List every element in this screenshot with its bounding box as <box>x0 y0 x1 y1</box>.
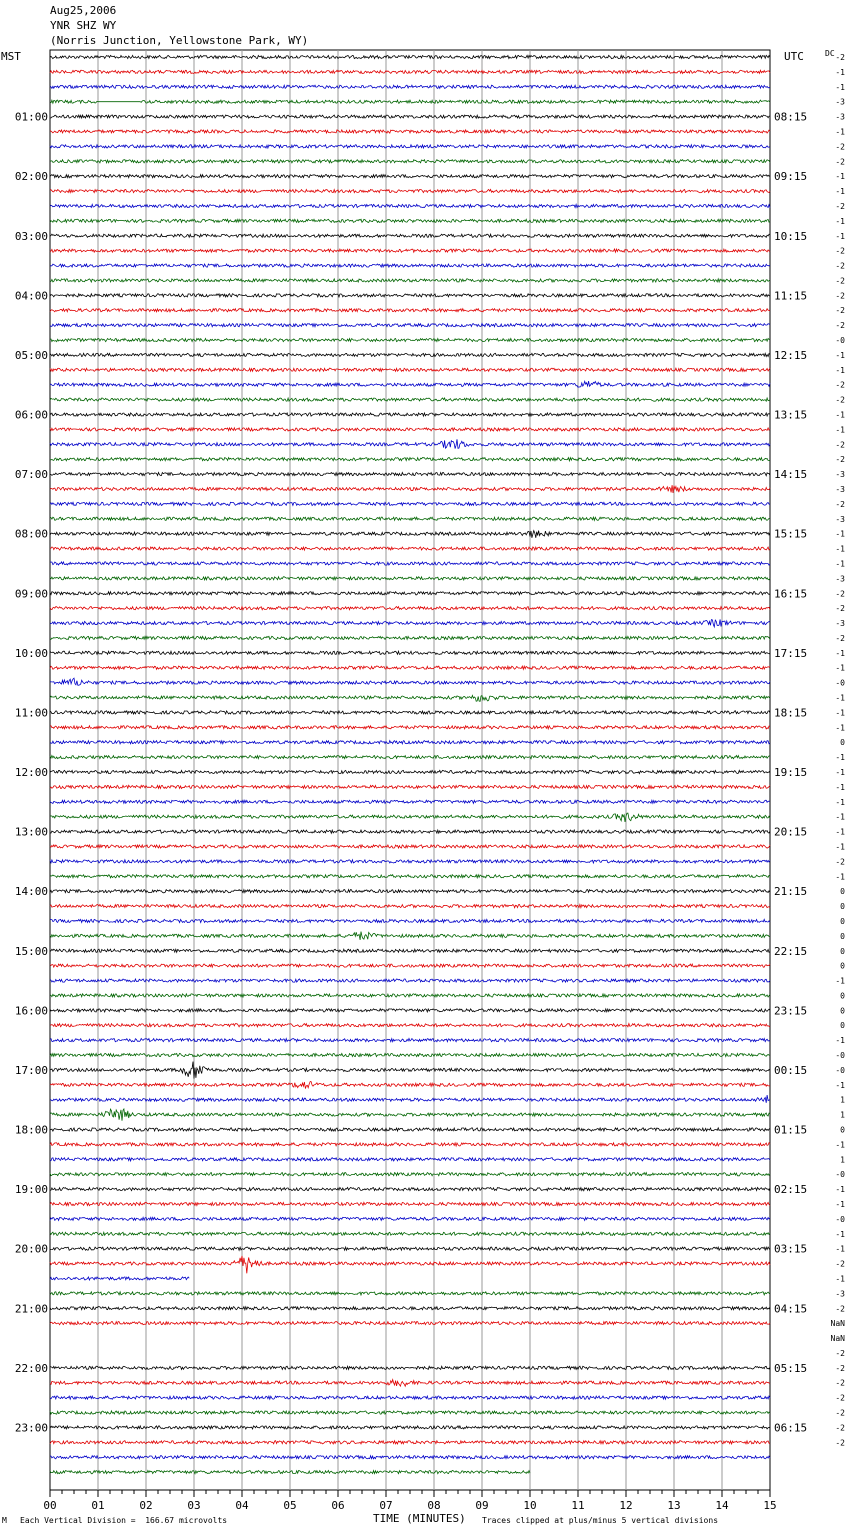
dc-offset-label: -2 <box>835 455 845 465</box>
trace-row <box>50 1322 770 1325</box>
trace-row <box>50 905 770 908</box>
trace-row <box>50 1292 770 1295</box>
left-hour-label: 09:00 <box>14 587 48 601</box>
trace-row <box>50 1188 770 1191</box>
scale-note: Each Vertical Division = 166.67 microvolts <box>20 1516 228 1525</box>
right-hour-label: 16:15 <box>774 587 808 601</box>
dc-offset-label: -1 <box>835 365 845 375</box>
dc-offset-label: NaN <box>830 1319 845 1329</box>
dc-offset-label: -3 <box>835 574 845 584</box>
dc-offset-label: -2 <box>835 395 845 405</box>
right-hour-label: 06:15 <box>774 1421 808 1435</box>
left-hour-label: 22:00 <box>14 1361 48 1375</box>
dc-offset-label: -3 <box>835 514 845 524</box>
trace-row <box>50 636 770 639</box>
right-hour-label: 08:15 <box>774 110 808 124</box>
right-hour-label: 00:15 <box>774 1063 808 1077</box>
x-tick-label: 01 <box>91 1499 105 1512</box>
trace-row <box>50 1411 770 1414</box>
chart-location: (Norris Junction, Yellowstone Park, WY) <box>50 34 309 47</box>
right-hour-label: 10:15 <box>774 229 808 243</box>
x-tick-label: 02 <box>139 1499 153 1512</box>
dc-offset-label: -0 <box>835 1065 845 1075</box>
right-hour-label: 01:15 <box>774 1123 808 1137</box>
dc-offset-label: -1 <box>835 231 845 241</box>
trace-row <box>50 175 770 178</box>
dc-offset-label: -1 <box>835 529 845 539</box>
dc-offset-label: -2 <box>835 53 845 62</box>
dc-offset-label: -3 <box>835 619 845 629</box>
chart-station: YNR SHZ WY <box>50 19 117 32</box>
dc-offset-label: -0 <box>835 336 845 346</box>
trace-row <box>50 1143 770 1146</box>
trace-row <box>50 860 770 863</box>
dc-offset-label: -2 <box>835 276 845 286</box>
dc-offset-label: 1 <box>840 1095 845 1105</box>
trace-row <box>50 1202 770 1205</box>
left-hour-label: 15:00 <box>14 944 48 958</box>
dc-offset-label: -2 <box>835 1393 845 1403</box>
dc-offset-label: -1 <box>835 1199 845 1209</box>
right-hour-label: 15:15 <box>774 527 808 541</box>
dc-offset-label: -1 <box>835 350 845 360</box>
dc-offset-label: 0 <box>840 961 845 971</box>
x-tick-label: 00 <box>43 1499 57 1512</box>
dc-offset-label: -1 <box>835 693 845 703</box>
x-tick-label: 05 <box>283 1499 297 1512</box>
trace-row <box>50 964 770 967</box>
trace-row <box>50 1158 770 1161</box>
dc-offset-label: -1 <box>835 976 845 986</box>
dc-offset-label: -1 <box>835 1185 845 1195</box>
dc-offset-label: -1 <box>835 1229 845 1239</box>
dc-offset-label: -1 <box>835 782 845 792</box>
right-hour-label: 13:15 <box>774 408 808 422</box>
dc-offset-label: 0 <box>840 991 845 1001</box>
dc-offset-label: -1 <box>835 827 845 837</box>
trace-row <box>50 473 770 476</box>
dc-offset-label: -1 <box>835 82 845 92</box>
trace-row <box>50 1053 770 1056</box>
dc-offset-label: -1 <box>835 559 845 569</box>
dc-offset-label: -2 <box>835 589 845 599</box>
trace-row <box>50 279 770 282</box>
trace-row <box>50 413 770 416</box>
axis-labels <box>14 50 845 1448</box>
dc-offset-label: -1 <box>835 127 845 137</box>
x-axis-label: TIME (MINUTES) <box>373 1512 466 1525</box>
trace-row <box>50 1082 770 1089</box>
right-axis-label: UTC <box>784 50 804 63</box>
trace-row <box>50 919 770 922</box>
dc-offset-label: -1 <box>835 812 845 822</box>
dc-offset-label: -0 <box>835 1051 845 1061</box>
right-hour-label: 14:15 <box>774 468 808 482</box>
trace-row <box>50 517 770 520</box>
dc-offset-label: -2 <box>835 440 845 450</box>
trace-row <box>50 1456 770 1459</box>
trace-row <box>50 932 770 940</box>
dc-offset-label: 0 <box>840 1125 845 1135</box>
trace-row <box>50 1247 770 1250</box>
trace-row <box>50 800 770 803</box>
left-hour-label: 05:00 <box>14 348 48 362</box>
x-tick-label: 06 <box>331 1499 345 1512</box>
dc-offset-label: -2 <box>835 1438 845 1448</box>
dc-offset-label: -2 <box>835 499 845 509</box>
left-hour-label: 13:00 <box>14 825 48 839</box>
dc-offset-label: -2 <box>835 604 845 614</box>
left-hour-label: 11:00 <box>14 706 48 720</box>
x-tick-label: 04 <box>235 1499 249 1512</box>
trace-row <box>50 219 770 222</box>
right-hour-label: 04:15 <box>774 1302 808 1316</box>
dc-offset-label: -3 <box>835 470 845 480</box>
trace-row <box>50 249 770 252</box>
x-tick-label: 11 <box>571 1499 585 1512</box>
dc-offset-label: -1 <box>835 1036 845 1046</box>
dc-offset-label: -1 <box>835 663 845 673</box>
dc-offset-label: -1 <box>835 425 845 435</box>
dc-offset-label: -1 <box>835 842 845 852</box>
dc-offset-label: -2 <box>835 1423 845 1433</box>
corner-mark: M <box>2 1516 7 1525</box>
trace-row <box>50 562 770 565</box>
right-hour-label: 20:15 <box>774 825 808 839</box>
dc-offset-label: -1 <box>835 753 845 763</box>
dc-label: DC <box>825 49 835 58</box>
x-axis <box>43 1490 776 1512</box>
trace-row <box>50 949 770 952</box>
trace-row <box>50 100 770 103</box>
trace-row <box>50 439 770 448</box>
trace-row <box>50 428 770 431</box>
dc-offset-label: -0 <box>835 1214 845 1224</box>
trace-row <box>50 1009 770 1012</box>
clip-note: Traces clipped at plus/minus 5 vertical divisions <box>482 1516 719 1525</box>
trace-row <box>50 190 770 193</box>
dc-offset-label: 1 <box>840 1155 845 1165</box>
trace-row <box>50 1024 770 1027</box>
dc-offset-label: -1 <box>835 872 845 882</box>
dc-offset-label: -2 <box>835 857 845 867</box>
trace-row <box>50 70 770 73</box>
right-hour-label: 05:15 <box>774 1361 808 1375</box>
trace-row <box>50 160 770 163</box>
dc-offset-label: -2 <box>835 1348 845 1358</box>
dc-offset-label: -1 <box>835 216 845 226</box>
trace-row <box>50 979 770 982</box>
trace-row <box>50 234 770 237</box>
x-tick-label: 03 <box>187 1499 201 1512</box>
dc-offset-label: -1 <box>835 797 845 807</box>
left-hour-label: 04:00 <box>14 289 48 303</box>
trace-row <box>50 1109 770 1121</box>
trace-row <box>50 770 770 773</box>
trace-row <box>50 1441 770 1444</box>
left-hour-label: 08:00 <box>14 527 48 541</box>
left-hour-label: 19:00 <box>14 1183 48 1197</box>
trace-row <box>50 368 770 371</box>
left-hour-label: 01:00 <box>14 110 48 124</box>
trace-row <box>50 398 770 401</box>
x-tick-label: 10 <box>523 1499 537 1512</box>
dc-offset-label: -1 <box>835 1274 845 1284</box>
trace-row <box>50 294 770 297</box>
x-tick-label: 14 <box>715 1499 729 1512</box>
dc-offset-label: -1 <box>835 172 845 182</box>
dc-offset-label: 0 <box>840 931 845 941</box>
trace-row <box>50 666 770 669</box>
dc-offset-label: 0 <box>840 887 845 897</box>
dc-offset-label: -2 <box>835 246 845 256</box>
dc-offset-label: -1 <box>835 723 845 733</box>
trace-row <box>50 741 770 744</box>
trace-row <box>50 1128 770 1131</box>
dc-offset-label: 0 <box>840 946 845 956</box>
dc-offset-label: -2 <box>835 157 845 167</box>
dc-offset-label: -1 <box>835 708 845 718</box>
trace-row <box>50 875 770 878</box>
dc-offset-label: -3 <box>835 97 845 107</box>
trace-row <box>50 726 770 729</box>
right-hour-label: 02:15 <box>774 1183 808 1197</box>
dc-offset-label: -1 <box>835 648 845 658</box>
left-hour-label: 03:00 <box>14 229 48 243</box>
dc-offset-label: -1 <box>835 1140 845 1150</box>
right-hour-label: 12:15 <box>774 348 808 362</box>
trace-row <box>50 145 770 148</box>
left-hour-label: 07:00 <box>14 468 48 482</box>
trace-row <box>50 309 770 312</box>
trace-row <box>50 830 770 833</box>
dc-offset-label: -2 <box>835 1363 845 1373</box>
left-hour-label: 23:00 <box>14 1421 48 1435</box>
trace-row <box>50 55 770 58</box>
x-tick-label: 07 <box>379 1499 393 1512</box>
dc-offset-label: -3 <box>835 484 845 494</box>
trace-row <box>50 338 770 341</box>
dc-offset-label: -2 <box>835 201 845 211</box>
trace-row <box>50 619 770 627</box>
trace-row <box>50 264 770 267</box>
trace-row <box>50 1396 770 1399</box>
right-hour-label: 17:15 <box>774 646 808 660</box>
trace-row <box>50 115 770 118</box>
dc-offset-label: -2 <box>835 321 845 331</box>
x-tick-label: 12 <box>619 1499 633 1512</box>
trace-row <box>50 592 770 595</box>
trace-row <box>50 845 770 848</box>
trace-row <box>50 1380 770 1387</box>
trace-row <box>50 130 770 133</box>
seismic-traces <box>50 55 770 1473</box>
dc-offset-label: -3 <box>835 112 845 122</box>
trace-row <box>50 85 770 88</box>
x-tick-label: 15 <box>763 1499 777 1512</box>
left-hour-label: 21:00 <box>14 1302 48 1316</box>
trace-row <box>50 1277 189 1280</box>
dc-offset-label: -2 <box>835 261 845 271</box>
trace-row <box>50 756 770 759</box>
trace-row <box>50 607 770 610</box>
trace-row <box>50 204 770 207</box>
x-tick-label: 08 <box>427 1499 441 1512</box>
dc-offset-label: -1 <box>835 67 845 77</box>
trace-row <box>50 381 770 387</box>
left-axis-label: MST <box>1 50 21 63</box>
trace-row <box>50 324 770 327</box>
dc-offset-label: -1 <box>835 187 845 197</box>
dc-offset-label: 0 <box>840 916 845 926</box>
dc-offset-label: -0 <box>835 1170 845 1180</box>
trace-row <box>50 485 770 493</box>
trace-row <box>50 531 770 538</box>
trace-row <box>50 1062 770 1079</box>
trace-row <box>50 1366 770 1369</box>
left-hour-label: 02:00 <box>14 170 48 184</box>
right-hour-label: 21:15 <box>774 885 808 899</box>
dc-offset-label: -2 <box>835 142 845 152</box>
dc-offset-label: 0 <box>840 902 845 912</box>
trace-row <box>50 651 770 654</box>
dc-offset-label: 1 <box>840 1110 845 1120</box>
trace-row <box>50 1095 770 1103</box>
trace-row <box>50 813 770 822</box>
dc-offset-label: 0 <box>840 738 845 748</box>
dc-offset-label: 0 <box>840 1006 845 1016</box>
x-tick-label: 13 <box>667 1499 681 1512</box>
trace-row <box>50 577 770 580</box>
dc-offset-label: -1 <box>835 410 845 420</box>
trace-row <box>50 785 770 788</box>
right-hour-label: 19:15 <box>774 766 808 779</box>
dc-offset-label: -2 <box>835 1259 845 1269</box>
trace-row <box>50 890 770 893</box>
dc-offset-label: -2 <box>835 1408 845 1418</box>
dc-offset-label: -3 <box>835 1289 845 1299</box>
trace-row <box>50 1217 770 1220</box>
dc-offset-label: -1 <box>835 544 845 554</box>
trace-row <box>50 711 770 714</box>
dc-offset-label: -2 <box>835 633 845 643</box>
left-hour-label: 06:00 <box>14 408 48 422</box>
left-hour-label: 12:00 <box>14 766 48 779</box>
chart-date: Aug25,2006 <box>50 4 117 17</box>
dc-offset-label: -2 <box>835 380 845 390</box>
trace-row <box>50 695 770 701</box>
trace-row <box>50 353 770 356</box>
trace-row <box>50 1039 770 1042</box>
dc-offset-label: -2 <box>835 1304 845 1314</box>
left-hour-label: 14:00 <box>14 885 48 899</box>
left-hour-label: 16:00 <box>14 1004 48 1018</box>
right-hour-label: 09:15 <box>774 170 808 184</box>
dc-offset-label: -1 <box>835 768 845 777</box>
dc-offset-label: -2 <box>835 291 845 301</box>
dc-offset-label: -2 <box>835 306 845 316</box>
dc-offset-label: 0 <box>840 1021 845 1031</box>
trace-row <box>50 1426 770 1429</box>
dc-offset-label: -1 <box>835 1080 845 1090</box>
left-hour-label: 20:00 <box>14 1242 48 1256</box>
left-hour-label: 18:00 <box>14 1123 48 1137</box>
trace-row <box>50 678 770 685</box>
dc-offset-label: -1 <box>835 1244 845 1254</box>
left-hour-label: 10:00 <box>14 646 48 660</box>
trace-row <box>50 547 770 550</box>
right-hour-label: 11:15 <box>774 289 808 303</box>
trace-row <box>50 1256 770 1273</box>
right-hour-label: 23:15 <box>774 1004 808 1018</box>
trace-row <box>50 994 770 997</box>
right-hour-label: 03:15 <box>774 1242 808 1256</box>
x-tick-label: 09 <box>475 1499 489 1512</box>
trace-row <box>50 1173 770 1176</box>
trace-row <box>50 458 770 461</box>
trace-row <box>50 1307 770 1310</box>
dc-offset-label: -2 <box>835 1378 845 1388</box>
dc-offset-label: NaN <box>830 1334 845 1344</box>
dc-offset-label: -0 <box>835 678 845 688</box>
right-hour-label: 18:15 <box>774 706 808 720</box>
left-hour-label: 17:00 <box>14 1063 48 1077</box>
right-hour-label: 22:15 <box>774 944 808 958</box>
trace-row <box>50 502 770 505</box>
trace-row <box>50 1232 770 1235</box>
